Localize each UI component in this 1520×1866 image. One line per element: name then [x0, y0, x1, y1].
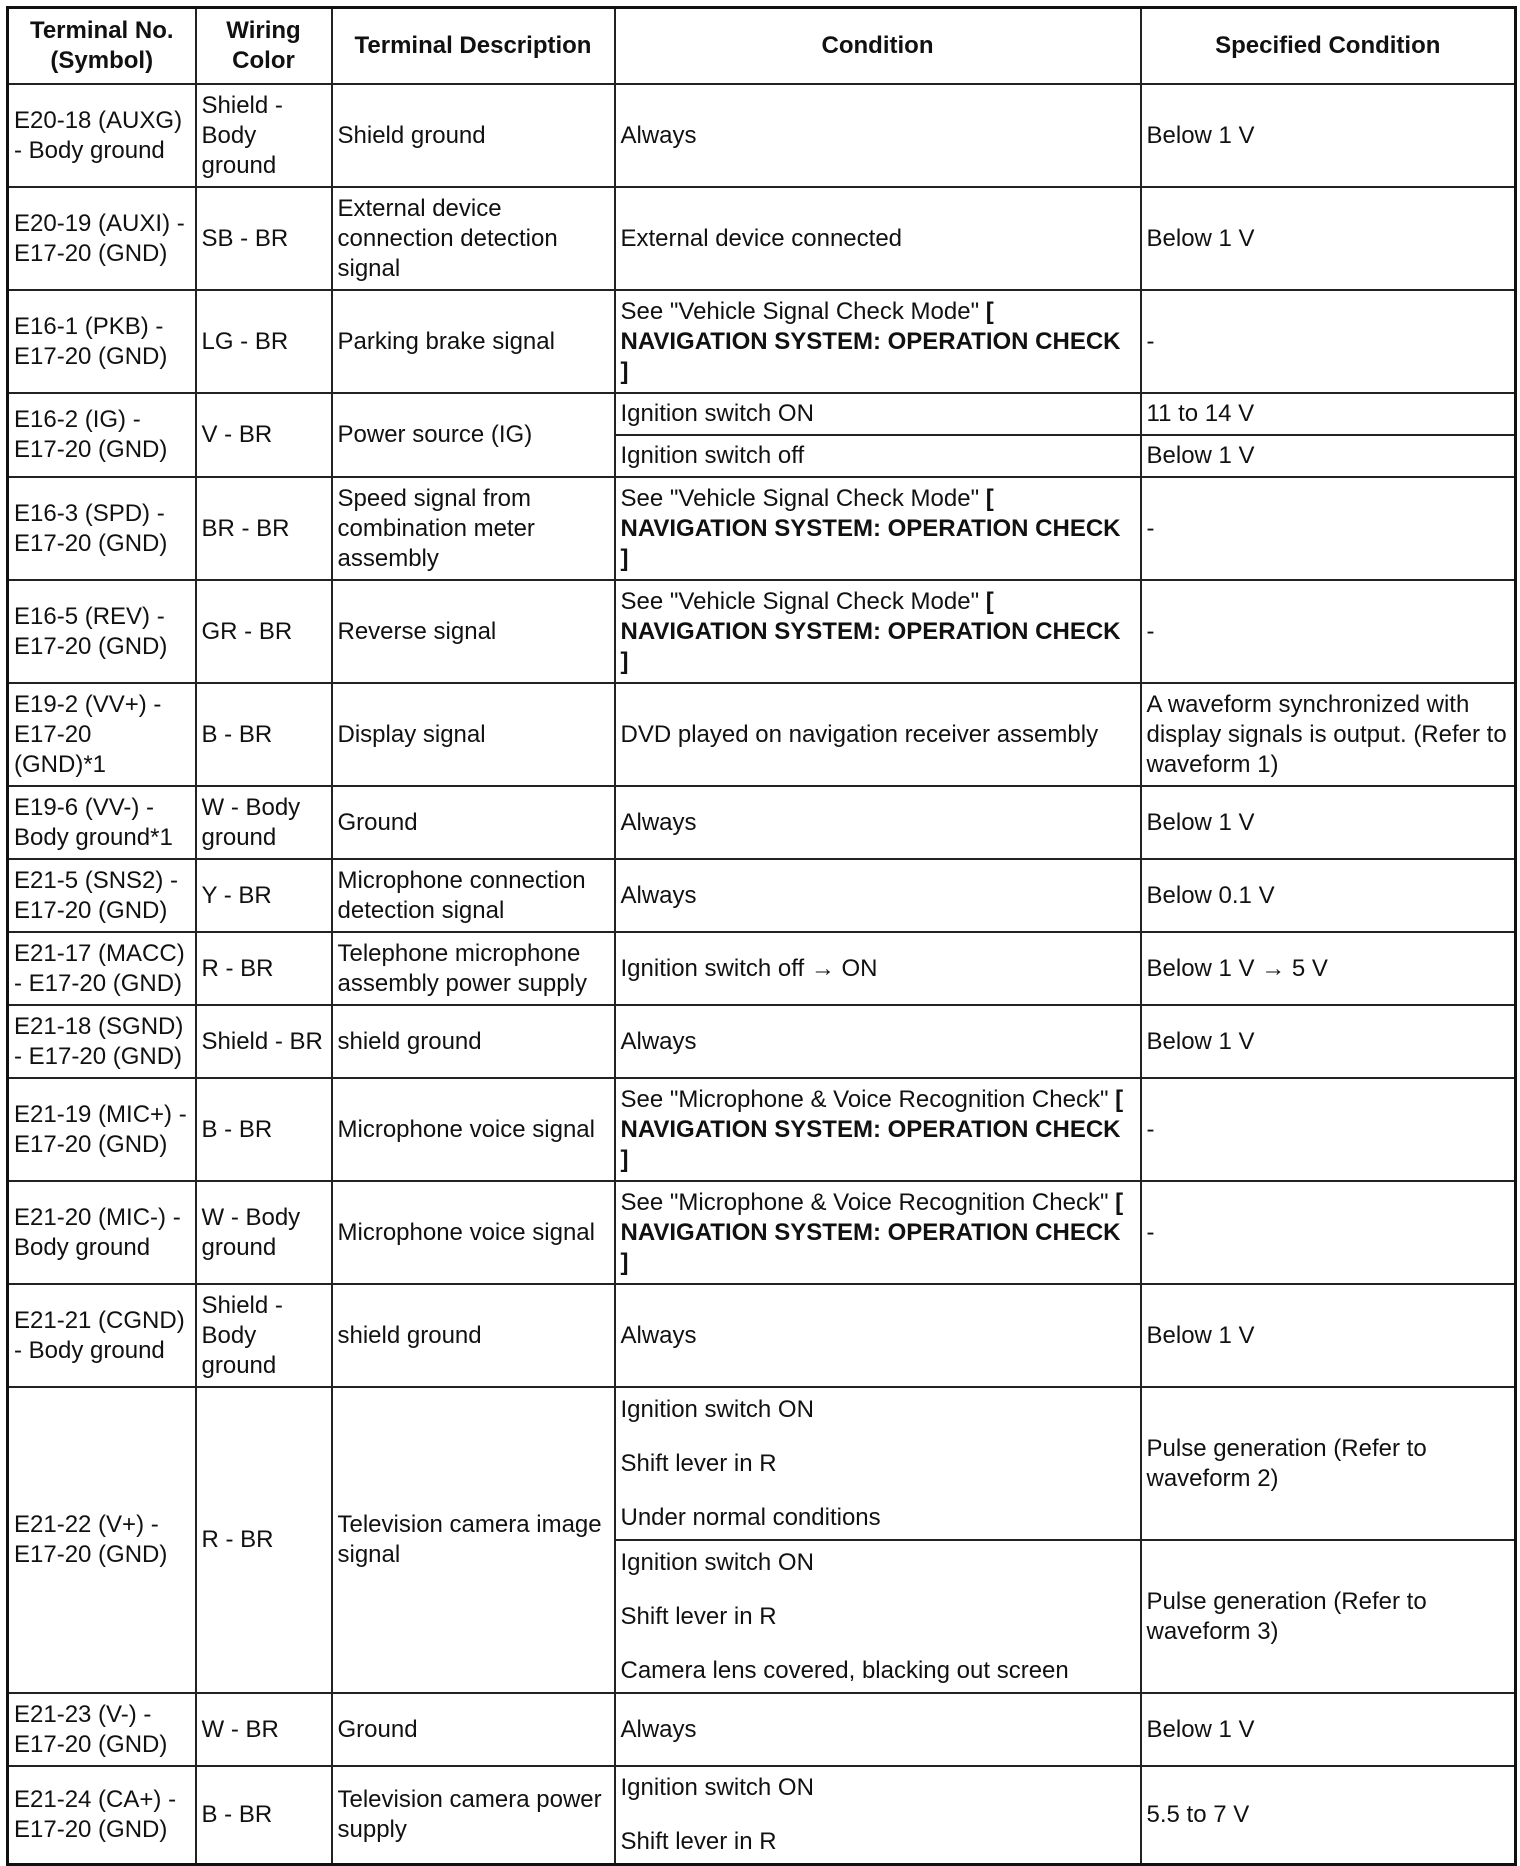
wiring-cell: Shield - BR — [196, 1005, 332, 1078]
description-cell: Microphone connection detection signal — [332, 859, 615, 932]
table-row — [8, 1766, 1516, 1864]
condition-cell — [615, 1540, 1141, 1693]
specified-cell: Pulse generation (Refer to waveform 3) — [1141, 1540, 1516, 1693]
condition-cell: Always — [615, 859, 1141, 932]
terminal-cell: E16-1 (PKB) - E17-20 (GND) — [8, 290, 196, 393]
table-row — [8, 786, 1516, 859]
wiring-cell: Shield - Body ground — [196, 1284, 332, 1387]
description-cell: Parking brake signal — [332, 290, 615, 393]
condition-cell — [615, 1387, 1141, 1540]
condition-cell: Ignition switch off → ON — [615, 932, 1141, 1005]
terminal-cell: E19-6 (VV-) - Body ground*1 — [8, 786, 196, 859]
table-row — [8, 1284, 1516, 1387]
condition-cell: DVD played on navigation receiver assembly — [615, 683, 1141, 786]
description-cell: Television camera power supply — [332, 1766, 615, 1864]
table-row — [8, 1387, 1516, 1540]
wiring-cell: W - BR — [196, 1693, 332, 1766]
condition-line: Ignition switch ON — [620, 1548, 814, 1576]
condition-cell: Always — [615, 1693, 1141, 1766]
operation-check-reference: [ NAVIGATION SYSTEM: OPERATION CHECK ] — [620, 1188, 1124, 1276]
condition-cell: Ignition switch off — [615, 435, 1141, 477]
table-row — [8, 859, 1516, 932]
description-cell: Television camera image signal — [332, 1387, 615, 1693]
table-row — [8, 932, 1516, 1005]
condition-cell — [615, 1181, 1141, 1284]
check-mode-text: See "Vehicle Signal Check Mode" — [620, 587, 986, 615]
terminal-cell: E21-23 (V-) - E17-20 (GND) — [8, 1693, 196, 1766]
header-specified-condition: Specified Condition — [1141, 8, 1516, 85]
check-mode-text: See "Microphone & Voice Recognition Check" — [620, 1188, 1116, 1216]
condition-line: Ignition switch ON — [620, 1395, 814, 1423]
table-row — [8, 477, 1516, 580]
condition-cell: Ignition switch ON — [615, 393, 1141, 435]
condition-cell: External device connected — [615, 187, 1141, 290]
wiring-cell: LG - BR — [196, 290, 332, 393]
specified-cell: - — [1141, 1181, 1516, 1284]
condition-cell: Always — [615, 786, 1141, 859]
terminal-spec-table — [6, 6, 1517, 1866]
specified-cell: Below 1 V — [1141, 187, 1516, 290]
specified-cell: - — [1141, 1078, 1516, 1181]
terminal-cell: E16-3 (SPD) - E17-20 (GND) — [8, 477, 196, 580]
specified-cell: Below 1 V → 5 V — [1141, 932, 1516, 1005]
description-cell: Microphone voice signal — [332, 1181, 615, 1284]
wiring-cell: B - BR — [196, 1766, 332, 1864]
description-cell: Power source (IG) — [332, 393, 615, 477]
terminal-cell: E21-17 (MACC) - E17-20 (GND) — [8, 932, 196, 1005]
description-cell: shield ground — [332, 1284, 615, 1387]
terminal-cell: E21-24 (CA+) - E17-20 (GND) — [8, 1766, 196, 1864]
description-cell: Telephone microphone assembly power supply — [332, 932, 615, 1005]
wiring-cell: B - BR — [196, 683, 332, 786]
specified-cell: 5.5 to 7 V — [1141, 1766, 1516, 1864]
wiring-cell: Shield - Body ground — [196, 84, 332, 187]
condition-cell: Always — [615, 1005, 1141, 1078]
condition-line: Camera lens covered, blacking out screen — [620, 1656, 1069, 1684]
table-row — [8, 84, 1516, 187]
table-row — [8, 1005, 1516, 1078]
wiring-cell: V - BR — [196, 393, 332, 477]
specified-cell: Below 1 V — [1141, 1284, 1516, 1387]
terminal-cell: E21-19 (MIC+) - E17-20 (GND) — [8, 1078, 196, 1181]
table-row — [8, 393, 1516, 435]
wiring-cell: GR - BR — [196, 580, 332, 683]
condition-cell — [615, 290, 1141, 393]
description-cell: Microphone voice signal — [332, 1078, 615, 1181]
condition-line: Shift lever in R — [620, 1827, 777, 1855]
terminal-cell: E20-18 (AUXG) - Body ground — [8, 84, 196, 187]
specified-cell: A waveform synchronized with display signals is output. (Refer to waveform 1) — [1141, 683, 1516, 786]
table-row — [8, 683, 1516, 786]
specified-cell: Below 1 V — [1141, 84, 1516, 187]
condition-line: Ignition switch ON — [620, 1773, 814, 1801]
wiring-cell: R - BR — [196, 1387, 332, 1693]
specified-cell: - — [1141, 477, 1516, 580]
specified-cell: Below 1 V — [1141, 1005, 1516, 1078]
table-row — [8, 290, 1516, 393]
condition-line: Shift lever in R — [620, 1602, 777, 1630]
wiring-cell: B - BR — [196, 1078, 332, 1181]
check-mode-text: See "Vehicle Signal Check Mode" — [620, 484, 986, 512]
wiring-cell: Y - BR — [196, 859, 332, 932]
terminal-cell: E16-5 (REV) - E17-20 (GND) — [8, 580, 196, 683]
specified-cell: - — [1141, 290, 1516, 393]
condition-cell: Always — [615, 1284, 1141, 1387]
condition-line: Shift lever in R — [620, 1449, 777, 1477]
wiring-cell: SB - BR — [196, 187, 332, 290]
wiring-cell: W - Body ground — [196, 786, 332, 859]
header-terminal: Terminal No. (Symbol) — [8, 8, 196, 85]
specified-cell: Below 1 V — [1141, 786, 1516, 859]
condition-cell — [615, 1766, 1141, 1864]
wiring-cell: BR - BR — [196, 477, 332, 580]
wiring-cell: W - Body ground — [196, 1181, 332, 1284]
terminal-cell: E21-5 (SNS2) - E17-20 (GND) — [8, 859, 196, 932]
condition-line: Under normal conditions — [620, 1503, 881, 1531]
description-cell: Reverse signal — [332, 580, 615, 683]
terminal-cell: E21-22 (V+) - E17-20 (GND) — [8, 1387, 196, 1693]
terminal-cell: E16-2 (IG) - E17-20 (GND) — [8, 393, 196, 477]
header-terminal-description: Terminal Description — [332, 8, 615, 85]
condition-cell — [615, 580, 1141, 683]
header-condition: Condition — [615, 8, 1141, 85]
specified-cell: - — [1141, 580, 1516, 683]
specified-cell: Below 0.1 V — [1141, 859, 1516, 932]
wiring-cell: R - BR — [196, 932, 332, 1005]
description-cell: Ground — [332, 1693, 615, 1766]
terminal-cell: E20-19 (AUXI) - E17-20 (GND) — [8, 187, 196, 290]
check-mode-text: See "Vehicle Signal Check Mode" — [620, 297, 986, 325]
description-cell: Shield ground — [332, 84, 615, 187]
table-header-row — [8, 8, 1516, 85]
description-cell: shield ground — [332, 1005, 615, 1078]
description-cell: Display signal — [332, 683, 615, 786]
operation-check-reference: [ NAVIGATION SYSTEM: OPERATION CHECK ] — [620, 297, 1121, 385]
check-mode-text: See "Microphone & Voice Recognition Check" — [620, 1085, 1116, 1113]
table-row — [8, 1181, 1516, 1284]
table-row — [8, 1693, 1516, 1766]
header-wiring-color: Wiring Color — [196, 8, 332, 85]
condition-cell — [615, 1078, 1141, 1181]
terminal-cell: E21-18 (SGND) - E17-20 (GND) — [8, 1005, 196, 1078]
operation-check-reference: [ NAVIGATION SYSTEM: OPERATION CHECK ] — [620, 484, 1121, 572]
description-cell: External device connection detection signal — [332, 187, 615, 290]
condition-cell — [615, 477, 1141, 580]
table-row — [8, 187, 1516, 290]
operation-check-reference: [ NAVIGATION SYSTEM: OPERATION CHECK ] — [620, 587, 1121, 675]
condition-cell: Always — [615, 84, 1141, 187]
specified-cell: Below 1 V — [1141, 1693, 1516, 1766]
table-row — [8, 1078, 1516, 1181]
specified-cell: Pulse generation (Refer to waveform 2) — [1141, 1387, 1516, 1540]
terminal-cell: E19-2 (VV+) - E17-20 (GND)*1 — [8, 683, 196, 786]
terminal-cell: E21-21 (CGND) - Body ground — [8, 1284, 196, 1387]
description-cell: Speed signal from combination meter assembly — [332, 477, 615, 580]
operation-check-reference: [ NAVIGATION SYSTEM: OPERATION CHECK ] — [620, 1085, 1124, 1173]
specified-cell: Below 1 V — [1141, 435, 1516, 477]
description-cell: Ground — [332, 786, 615, 859]
terminal-cell: E21-20 (MIC-) - Body ground — [8, 1181, 196, 1284]
table-row — [8, 580, 1516, 683]
specified-cell: 11 to 14 V — [1141, 393, 1516, 435]
